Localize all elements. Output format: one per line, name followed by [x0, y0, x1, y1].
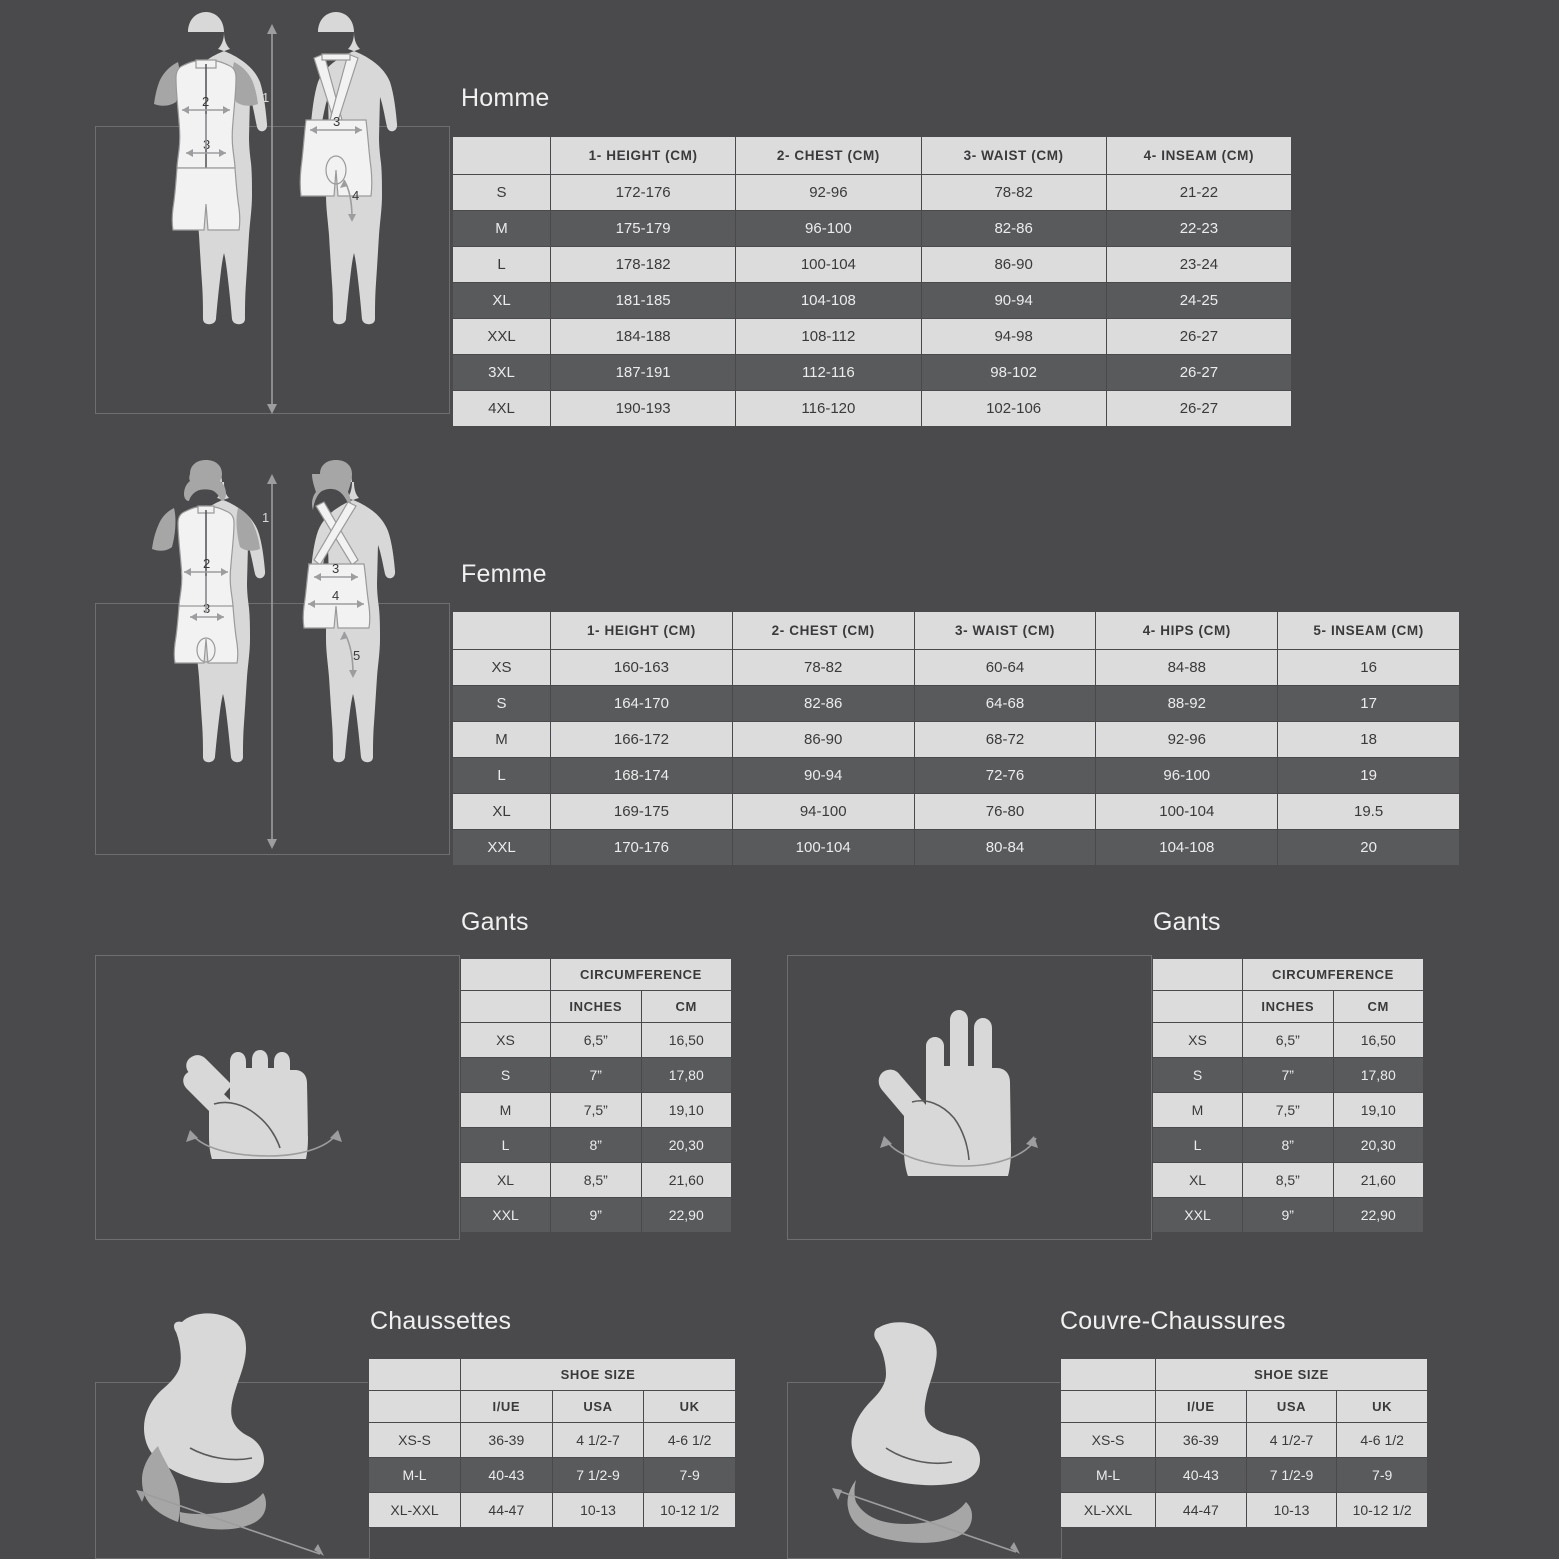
row-inseam: 26-27	[1106, 319, 1291, 355]
women-height-arrow	[262, 474, 277, 849]
row-chest: 82-86	[732, 686, 914, 722]
row-size: XS	[461, 1023, 551, 1058]
row-height: 168-174	[551, 758, 733, 794]
row-waist: 64-68	[914, 686, 1096, 722]
row-inseam: 23-24	[1106, 247, 1291, 283]
row-waist: 90-94	[921, 283, 1106, 319]
overshoe-illustration	[812, 1310, 1062, 1559]
overshoes-header-eu: I/UE	[1156, 1391, 1247, 1423]
row-height: 184-188	[551, 319, 736, 355]
row-eu: 36-39	[461, 1423, 553, 1458]
svg-text:5: 5	[353, 648, 361, 663]
men-header-height: 1- HEIGHT (CM)	[551, 137, 736, 175]
row-size: S	[461, 1058, 551, 1093]
overshoes-sub-header	[1061, 1391, 1428, 1423]
row-chest: 92-96	[736, 175, 921, 211]
overshoes-header-usa: USA	[1246, 1391, 1337, 1423]
row-usa: 4 1/2-7	[552, 1423, 644, 1458]
socks-header-uk: UK	[644, 1391, 736, 1423]
row-height: 187-191	[551, 355, 736, 391]
row-inseam: 21-22	[1106, 175, 1291, 211]
svg-text:2: 2	[202, 94, 210, 109]
socks-header-usa: USA	[552, 1391, 644, 1423]
gloves-long-subheader-blank	[1153, 991, 1243, 1023]
row-size: M	[453, 211, 551, 247]
overshoes-group-header	[1061, 1359, 1428, 1391]
row-inseam: 26-27	[1106, 355, 1291, 391]
row-cm: 20,30	[1333, 1128, 1424, 1163]
row-eu: 40-43	[1156, 1458, 1247, 1493]
row-waist: 86-90	[921, 247, 1106, 283]
row-hips: 96-100	[1096, 758, 1278, 794]
gloves-long-circumference-header: CIRCUMFERENCE	[1243, 959, 1424, 991]
row-chest: 96-100	[736, 211, 921, 247]
table-row	[453, 722, 1460, 758]
row-chest: 78-82	[732, 650, 914, 686]
gloves-short-group-header	[461, 959, 732, 991]
women-figure-illustration	[110, 460, 440, 860]
table-row	[1153, 1128, 1424, 1163]
row-usa: 7 1/2-9	[1246, 1458, 1337, 1493]
row-eu: 44-47	[1156, 1493, 1247, 1528]
svg-text:4: 4	[332, 588, 340, 603]
gloves-long-header-cm: CM	[1333, 991, 1424, 1023]
gloves-long-header-inches: INCHES	[1243, 991, 1334, 1023]
gloves-short-sub-header	[461, 991, 732, 1023]
row-size: XXL	[453, 830, 551, 866]
row-height: 166-172	[551, 722, 733, 758]
table-row	[1061, 1423, 1428, 1458]
svg-text:1: 1	[262, 510, 270, 525]
gloves-short-title: Gants	[461, 908, 529, 936]
row-inseam: 17	[1278, 686, 1460, 722]
gloves-short-header-inches: INCHES	[551, 991, 642, 1023]
row-inseam: 26-27	[1106, 391, 1291, 427]
row-size: XL	[453, 794, 551, 830]
overshoes-header-uk: UK	[1337, 1391, 1428, 1423]
row-size: XXL	[461, 1198, 551, 1233]
table-row	[453, 211, 1292, 247]
row-size: M	[1153, 1093, 1243, 1128]
men-title: Homme	[461, 84, 550, 112]
svg-text:2: 2	[203, 556, 211, 571]
socks-sub-header	[369, 1391, 736, 1423]
row-waist: 98-102	[921, 355, 1106, 391]
table-row	[453, 319, 1292, 355]
table-row	[461, 1023, 732, 1058]
row-inches: 8”	[551, 1128, 642, 1163]
women-header-inseam: 5- INSEAM (CM)	[1278, 612, 1460, 650]
table-row	[1061, 1458, 1428, 1493]
row-uk: 7-9	[644, 1458, 736, 1493]
row-inseam: 20	[1278, 830, 1460, 866]
gloves-short-subheader-blank	[461, 991, 551, 1023]
table-row	[461, 1198, 732, 1233]
table-row	[453, 650, 1460, 686]
gloves-short-header-blank	[461, 959, 551, 991]
row-size: XL	[453, 283, 551, 319]
socks-header-eu: I/UE	[461, 1391, 553, 1423]
table-row	[369, 1493, 736, 1528]
row-eu: 36-39	[1156, 1423, 1247, 1458]
men-height-arrow	[262, 24, 277, 414]
table-row	[453, 830, 1460, 866]
table-row	[453, 391, 1292, 427]
short-finger-glove-illustration	[170, 1000, 410, 1210]
row-eu: 44-47	[461, 1493, 553, 1528]
row-uk: 7-9	[1337, 1458, 1428, 1493]
women-header-blank	[453, 612, 551, 650]
table-row	[1153, 1198, 1424, 1233]
table-row	[461, 1093, 732, 1128]
row-waist: 78-82	[921, 175, 1106, 211]
table-row	[461, 1128, 732, 1163]
women-header-chest: 2- CHEST (CM)	[732, 612, 914, 650]
men-header-blank	[453, 137, 551, 175]
row-chest: 100-104	[732, 830, 914, 866]
women-table-header-row	[453, 612, 1460, 650]
row-cm: 22,90	[1333, 1198, 1424, 1233]
row-uk: 4-6 1/2	[644, 1423, 736, 1458]
row-size: XS-S	[369, 1423, 461, 1458]
row-size: S	[1153, 1058, 1243, 1093]
row-inches: 7,5”	[1243, 1093, 1334, 1128]
row-size: L	[461, 1128, 551, 1163]
row-uk: 10-12 1/2	[1337, 1493, 1428, 1528]
table-row	[1153, 1163, 1424, 1198]
men-header-waist: 3- WAIST (CM)	[921, 137, 1106, 175]
row-eu: 40-43	[461, 1458, 553, 1493]
row-hips: 100-104	[1096, 794, 1278, 830]
row-waist: 94-98	[921, 319, 1106, 355]
table-row	[461, 1058, 732, 1093]
table-row	[1061, 1493, 1428, 1528]
row-size: M	[461, 1093, 551, 1128]
overshoes-title: Couvre-Chaussures	[1060, 1307, 1286, 1335]
gloves-long-sub-header	[1153, 991, 1424, 1023]
overshoes-table	[1060, 1358, 1428, 1528]
row-height: 175-179	[551, 211, 736, 247]
row-cm: 17,80	[641, 1058, 732, 1093]
svg-text:1: 1	[262, 90, 270, 105]
row-cm: 22,90	[641, 1198, 732, 1233]
socks-group-header	[369, 1359, 736, 1391]
row-waist: 76-80	[914, 794, 1096, 830]
long-finger-glove-illustration	[862, 990, 1102, 1210]
row-height: 172-176	[551, 175, 736, 211]
row-size: XL	[1153, 1163, 1243, 1198]
row-chest: 108-112	[736, 319, 921, 355]
row-height: 160-163	[551, 650, 733, 686]
row-chest: 94-100	[732, 794, 914, 830]
table-row	[453, 175, 1292, 211]
svg-text:3: 3	[333, 114, 341, 129]
row-inches: 7”	[1243, 1058, 1334, 1093]
row-inches: 8,5”	[551, 1163, 642, 1198]
row-inseam: 24-25	[1106, 283, 1291, 319]
row-size: XXL	[453, 319, 551, 355]
row-waist: 72-76	[914, 758, 1096, 794]
row-uk: 10-12 1/2	[644, 1493, 736, 1528]
row-hips: 92-96	[1096, 722, 1278, 758]
row-size: M-L	[1061, 1458, 1156, 1493]
row-cm: 19,10	[641, 1093, 732, 1128]
row-chest: 116-120	[736, 391, 921, 427]
row-size: M	[453, 722, 551, 758]
gloves-long-header-blank	[1153, 959, 1243, 991]
row-chest: 112-116	[736, 355, 921, 391]
row-inches: 7”	[551, 1058, 642, 1093]
table-row	[461, 1163, 732, 1198]
row-size: XL-XXL	[1061, 1493, 1156, 1528]
table-row	[453, 283, 1292, 319]
row-inches: 6,5”	[551, 1023, 642, 1058]
row-size: S	[453, 686, 551, 722]
table-row	[1153, 1023, 1424, 1058]
table-row	[1153, 1058, 1424, 1093]
men-size-table	[452, 136, 1292, 427]
gloves-long-group-header	[1153, 959, 1424, 991]
row-chest: 100-104	[736, 247, 921, 283]
row-cm: 16,50	[641, 1023, 732, 1058]
row-size: XS	[453, 650, 551, 686]
row-usa: 4 1/2-7	[1246, 1423, 1337, 1458]
row-cm: 19,10	[1333, 1093, 1424, 1128]
row-size: 4XL	[453, 391, 551, 427]
row-size: L	[1153, 1128, 1243, 1163]
row-size: XL	[461, 1163, 551, 1198]
men-table-header-row	[453, 137, 1292, 175]
women-header-waist: 3- WAIST (CM)	[914, 612, 1096, 650]
row-inseam: 19	[1278, 758, 1460, 794]
table-row	[1153, 1093, 1424, 1128]
row-cm: 17,80	[1333, 1058, 1424, 1093]
row-inches: 6,5”	[1243, 1023, 1334, 1058]
row-cm: 16,50	[1333, 1023, 1424, 1058]
socks-table	[368, 1358, 736, 1528]
row-waist: 80-84	[914, 830, 1096, 866]
row-size: XXL	[1153, 1198, 1243, 1233]
row-chest: 104-108	[736, 283, 921, 319]
row-waist: 68-72	[914, 722, 1096, 758]
row-inseam: 22-23	[1106, 211, 1291, 247]
row-inches: 9”	[1243, 1198, 1334, 1233]
row-waist: 102-106	[921, 391, 1106, 427]
row-height: 190-193	[551, 391, 736, 427]
row-size: XS	[1153, 1023, 1243, 1058]
socks-shoe-size-header: SHOE SIZE	[461, 1359, 736, 1391]
socks-subheader-blank	[369, 1391, 461, 1423]
table-row	[369, 1423, 736, 1458]
overshoes-header-blank	[1061, 1359, 1156, 1391]
row-size: L	[453, 247, 551, 283]
table-row	[369, 1458, 736, 1493]
row-cm: 21,60	[641, 1163, 732, 1198]
row-usa: 10-13	[1246, 1493, 1337, 1528]
row-hips: 104-108	[1096, 830, 1278, 866]
row-hips: 88-92	[1096, 686, 1278, 722]
row-inches: 7,5”	[551, 1093, 642, 1128]
row-size: M-L	[369, 1458, 461, 1493]
socks-title: Chaussettes	[370, 1307, 512, 1335]
table-row	[453, 758, 1460, 794]
row-size: XS-S	[1061, 1423, 1156, 1458]
row-inseam: 16	[1278, 650, 1460, 686]
svg-text:3: 3	[203, 601, 211, 616]
gloves-short-table	[460, 958, 732, 1233]
row-usa: 10-13	[552, 1493, 644, 1528]
men-header-chest: 2- CHEST (CM)	[736, 137, 921, 175]
svg-text:4: 4	[352, 188, 360, 203]
women-header-hips: 4- HIPS (CM)	[1096, 612, 1278, 650]
women-title: Femme	[461, 560, 547, 588]
row-cm: 21,60	[1333, 1163, 1424, 1198]
row-uk: 4-6 1/2	[1337, 1423, 1428, 1458]
row-size: XL-XXL	[369, 1493, 461, 1528]
row-height: 170-176	[551, 830, 733, 866]
gloves-long-title: Gants	[1153, 908, 1221, 936]
gloves-short-header-cm: CM	[641, 991, 732, 1023]
row-size: L	[453, 758, 551, 794]
women-size-table	[452, 611, 1460, 866]
men-figure-illustration	[110, 10, 440, 420]
overshoes-subheader-blank	[1061, 1391, 1156, 1423]
row-height: 164-170	[551, 686, 733, 722]
sock-illustration	[120, 1300, 370, 1559]
row-chest: 86-90	[732, 722, 914, 758]
row-size: 3XL	[453, 355, 551, 391]
row-inseam: 18	[1278, 722, 1460, 758]
svg-text:3: 3	[332, 561, 340, 576]
women-header-height: 1- HEIGHT (CM)	[551, 612, 733, 650]
gloves-long-table	[1152, 958, 1424, 1233]
row-inches: 8,5”	[1243, 1163, 1334, 1198]
row-height: 181-185	[551, 283, 736, 319]
row-waist: 82-86	[921, 211, 1106, 247]
row-size: S	[453, 175, 551, 211]
gloves-short-circumference-header: CIRCUMFERENCE	[551, 959, 732, 991]
socks-header-blank	[369, 1359, 461, 1391]
row-waist: 60-64	[914, 650, 1096, 686]
row-chest: 90-94	[732, 758, 914, 794]
row-inches: 9”	[551, 1198, 642, 1233]
row-height: 169-175	[551, 794, 733, 830]
row-inseam: 19.5	[1278, 794, 1460, 830]
men-header-inseam: 4- INSEAM (CM)	[1106, 137, 1291, 175]
overshoes-shoe-size-header: SHOE SIZE	[1156, 1359, 1428, 1391]
row-inches: 8”	[1243, 1128, 1334, 1163]
row-usa: 7 1/2-9	[552, 1458, 644, 1493]
table-row	[453, 247, 1292, 283]
row-hips: 84-88	[1096, 650, 1278, 686]
table-row	[453, 794, 1460, 830]
row-height: 178-182	[551, 247, 736, 283]
table-row	[453, 686, 1460, 722]
row-cm: 20,30	[641, 1128, 732, 1163]
svg-text:3: 3	[203, 137, 211, 152]
table-row	[453, 355, 1292, 391]
